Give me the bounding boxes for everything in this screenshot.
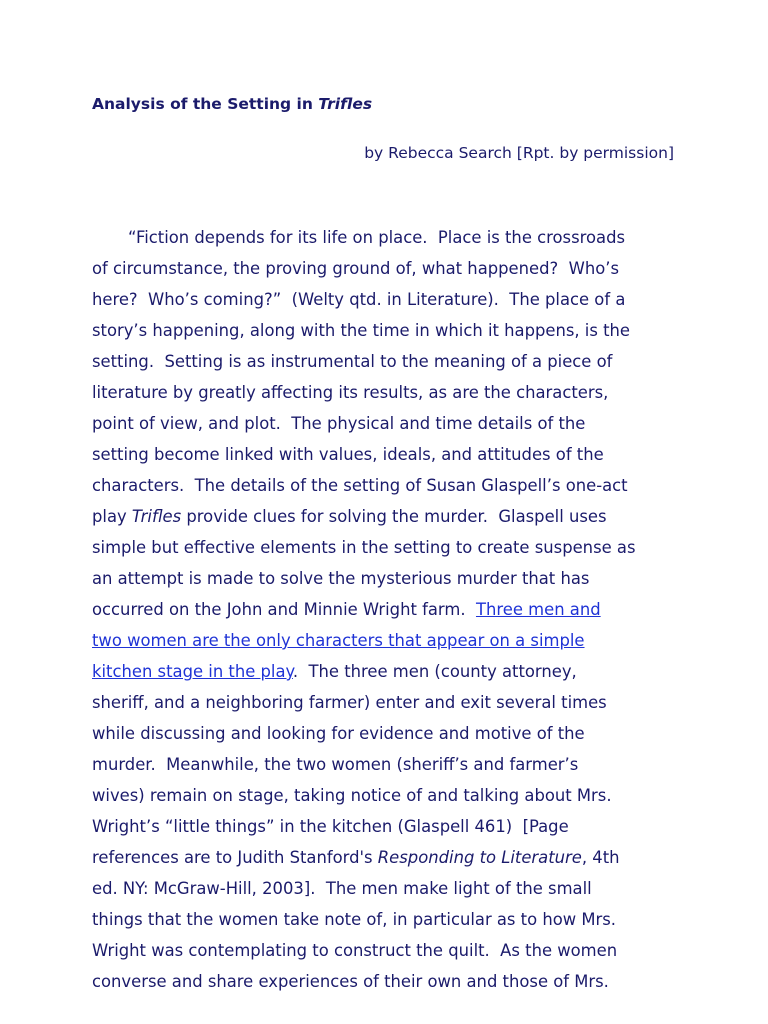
text-line: story’s happening, along with the time in which it happens, is the [92, 321, 631, 340]
text-segment: . The three men (county attorney, [292, 662, 577, 681]
text-line: wives) remain on stage, taking notice of and talking about Mrs. [92, 786, 612, 805]
text-line: sheriff, and a neighboring farmer) enter and exit several times [92, 693, 607, 712]
characters-link[interactable]: Three men and [475, 600, 601, 619]
text-line: converse and share experiences of their own and those of Mrs. [92, 972, 609, 991]
text-segment: , 4th [581, 848, 620, 867]
text-segment: references are to Judith Stanford's [92, 848, 378, 867]
text-line: literature by greatly affecting its results, as are the characters, [92, 383, 609, 402]
text-line: while discussing and looking for evidence and motive of the [92, 724, 585, 743]
text-segment: play [92, 507, 132, 526]
title-italic: Trifles [318, 95, 373, 113]
characters-link[interactable]: kitchen stage in the play [92, 662, 293, 681]
text-segment: occurred on the John and Minnie Wright farm. [92, 600, 476, 619]
text-line: ed. NY: McGraw-Hill, 2003]. The men make light of the small [92, 879, 592, 898]
byline: by Rebecca Search [Rpt. by permission] [364, 144, 674, 162]
text-line: “Fiction depends for its life on place. Place is the crossroads [128, 228, 626, 247]
text-line: of circumstance, the proving ground of, what happened? Who’s [92, 259, 619, 278]
text-line: characters. The details of the setting of Susan Glaspell’s one-act [92, 476, 628, 495]
text-line: simple but effective elements in the setting to create suspense as [92, 538, 636, 557]
text-line: setting become linked with values, ideals, and attitudes of the [92, 445, 604, 464]
text-line [92, 842, 692, 873]
text-line: murder. Meanwhile, the two women (sheriff’s and farmer’s [92, 755, 579, 774]
characters-link[interactable]: two women are the only characters that appear on a simple [92, 631, 585, 650]
text-line: point of view, and plot. The physical and time details of the [92, 414, 586, 433]
text-line [92, 625, 692, 656]
text-line: Wright’s “little things” in the kitchen (Glaspell 461) [Page [92, 817, 569, 836]
body-paragraph [92, 222, 692, 997]
text-line [92, 501, 692, 532]
page-title [92, 93, 372, 115]
text-line: here? Who’s coming?” (Welty qtd. in Literature). The place of a [92, 290, 626, 309]
italic-title: Trifles [131, 507, 182, 526]
text-line [92, 594, 692, 625]
text-line: setting. Setting is as instrumental to the meaning of a piece of [92, 352, 613, 371]
text-line: an attempt is made to solve the mysterious murder that has [92, 569, 590, 588]
italic-title: Responding to Literature [377, 848, 582, 867]
text-line: Wright was contemplating to construct the quilt. As the women [92, 941, 618, 960]
text-line: things that the women take note of, in particular as to how Mrs. [92, 910, 617, 929]
text-line [92, 656, 692, 687]
title-text: Analysis of the Setting in [92, 95, 319, 113]
text-segment: provide clues for solving the murder. Glaspell uses [181, 507, 607, 526]
